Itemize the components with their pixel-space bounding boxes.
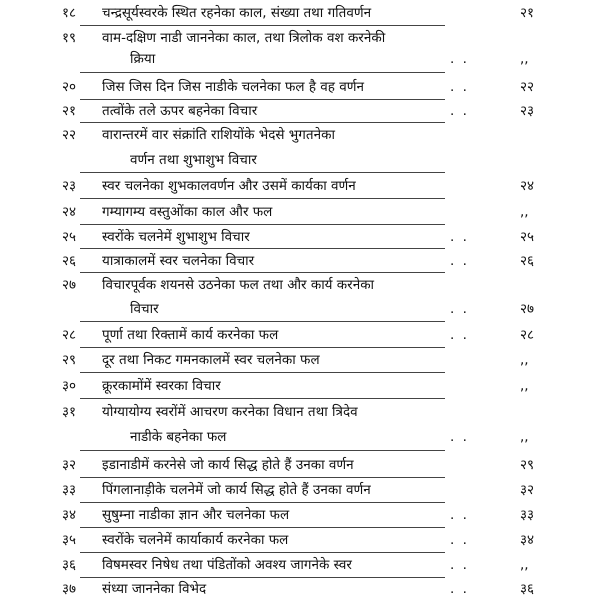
entry-page: ,,: [520, 378, 529, 394]
entry-number: ३४: [62, 507, 77, 523]
entry-title-line-2: वर्णन तथा शुभाशुभ विचार: [130, 152, 257, 168]
entry-page: २५: [520, 229, 535, 245]
row-divider: [80, 552, 445, 553]
entry-page: २६: [520, 253, 535, 269]
entry-page: २८: [520, 327, 535, 343]
entry-number: २६: [62, 253, 77, 269]
row-divider: [80, 577, 445, 578]
entry-title: विषमस्वर निषेध तथा पंडितोंको अवश्य जागनेके स्वर: [102, 557, 352, 573]
entry-number: २५: [62, 229, 77, 245]
entry-title: योग्यायोग्य स्वरोंमें आचरण करनेका विधान तथा त्रिदेव: [102, 404, 358, 420]
entry-page: २४: [520, 178, 535, 194]
entry-title: इडानाडीमें करनेसे जो कार्य सिद्ध होते हैं उनका वर्णन: [102, 457, 354, 473]
entry-number: १८: [62, 5, 77, 21]
entry-title: स्वरोंके चलनेमें कार्याकार्य करनेका फल: [102, 532, 289, 548]
entry-title: जिस जिस दिन जिस नाडीके चलनेका फल है वह वर्णन: [102, 79, 365, 95]
dot-leader: . .: [450, 79, 469, 95]
dot-leader: . .: [450, 581, 469, 597]
row-divider: [80, 398, 445, 399]
entry-title: संध्या जाननेका विभेद: [102, 581, 207, 597]
dot-leader: . .: [450, 103, 469, 119]
entry-number: ३६: [62, 557, 77, 573]
entry-title: गम्यागम्य वस्तुओंका काल और फल: [102, 204, 273, 220]
entry-page: २७: [520, 301, 535, 317]
entry-title: स्वरोंके चलनेमें शुभाशुभ विचार: [102, 229, 250, 245]
entry-page: २३: [520, 103, 535, 119]
row-divider: [80, 172, 445, 173]
entry-page: ,,: [520, 204, 529, 220]
row-divider: [80, 224, 445, 225]
entry-number: ३७: [62, 581, 77, 597]
row-divider: [80, 72, 445, 73]
entry-number: १९: [62, 30, 77, 46]
row-divider: [80, 248, 445, 249]
entry-number: ३५: [62, 532, 77, 548]
dot-leader: . .: [450, 557, 469, 573]
dot-leader: . .: [450, 253, 469, 269]
entry-page: ,,: [520, 557, 529, 573]
entry-title: तत्वोंके तले ऊपर बहनेका विचार: [102, 103, 258, 119]
entry-number: २०: [62, 79, 77, 95]
entry-page: ३३: [520, 507, 535, 523]
entry-title: विचारपूर्वक शयनसे उठनेका फल तथा और कार्य करनेका: [102, 277, 375, 293]
entry-number: २७: [62, 277, 77, 293]
entry-number: २१: [62, 103, 77, 119]
entry-title-line-2: क्रिया: [130, 51, 156, 67]
entry-number: ३२: [62, 457, 77, 473]
dot-leader: . .: [450, 532, 469, 548]
entry-number: २४: [62, 204, 77, 220]
entry-number: ३१: [62, 404, 77, 420]
row-divider: [80, 477, 445, 478]
row-divider: [80, 321, 445, 322]
row-divider: [80, 372, 445, 373]
row-divider: [80, 25, 445, 26]
entry-title: पूर्णा तथा रिक्तामें कार्य करनेका फल: [102, 327, 279, 343]
entry-page: ,,: [520, 51, 529, 67]
entry-number: ३३: [62, 482, 77, 498]
entry-title: क्रूरकामोंमें स्वरका विचार: [102, 378, 221, 394]
row-divider: [80, 450, 445, 451]
row-divider: [80, 347, 445, 348]
dot-leader: . .: [450, 429, 469, 445]
entry-page: २२: [520, 79, 535, 95]
entry-page: ३२: [520, 482, 535, 498]
entry-number: २८: [62, 327, 77, 343]
dot-leader: . .: [450, 507, 469, 523]
entry-title: वाम-दक्षिण नाडी जाननेका काल, तथा त्रिलोक वश करनेकी: [102, 30, 386, 46]
entry-number: २९: [62, 352, 77, 368]
dot-leader: . .: [450, 229, 469, 245]
entry-title: वारान्तरमें वार संक्रांति राशियोंके भेदसे भुगतनेका: [102, 127, 335, 143]
row-divider: [80, 272, 445, 273]
entry-title: सुषुम्ना नाडीका ज्ञान और चलनेका फल: [102, 507, 290, 523]
entry-page: २१: [520, 5, 535, 21]
entry-page: २९: [520, 457, 535, 473]
entry-page: ,,: [520, 429, 529, 445]
dot-leader: . .: [450, 327, 469, 343]
entry-title-line-2: विचार: [130, 301, 159, 317]
entry-number: २३: [62, 178, 77, 194]
entry-number: ३०: [62, 378, 77, 394]
row-divider: [80, 99, 445, 100]
row-divider: [80, 198, 445, 199]
entry-title: यात्राकालमें स्वर चलनेका विचार: [102, 253, 255, 269]
entry-number: २२: [62, 127, 77, 143]
dot-leader: . .: [450, 51, 469, 67]
entry-title: स्वर चलनेका शुभकालवर्णन और उसमें कार्यका वर्णन: [102, 178, 356, 194]
entry-title: चन्द्रसूर्यस्वरके स्थित रहनेका काल, संख्या तथा गतिवर्णन: [102, 5, 372, 21]
row-divider: [80, 122, 445, 123]
dot-leader: . .: [450, 301, 469, 317]
row-divider: [80, 527, 445, 528]
entry-title: पिंगलानाड़ीके चलनेमें जो कार्य सिद्ध होते हैं उनका वर्णन: [102, 482, 371, 498]
entry-page: ,,: [520, 352, 529, 368]
entry-title-line-2: नाडीके बहनेका फल: [130, 429, 227, 445]
entry-page: ३६: [520, 581, 535, 597]
entry-page: ३४: [520, 532, 535, 548]
row-divider: [80, 502, 445, 503]
entry-title: दूर तथा निकट गमनकालमें स्वर चलनेका फल: [102, 352, 320, 368]
